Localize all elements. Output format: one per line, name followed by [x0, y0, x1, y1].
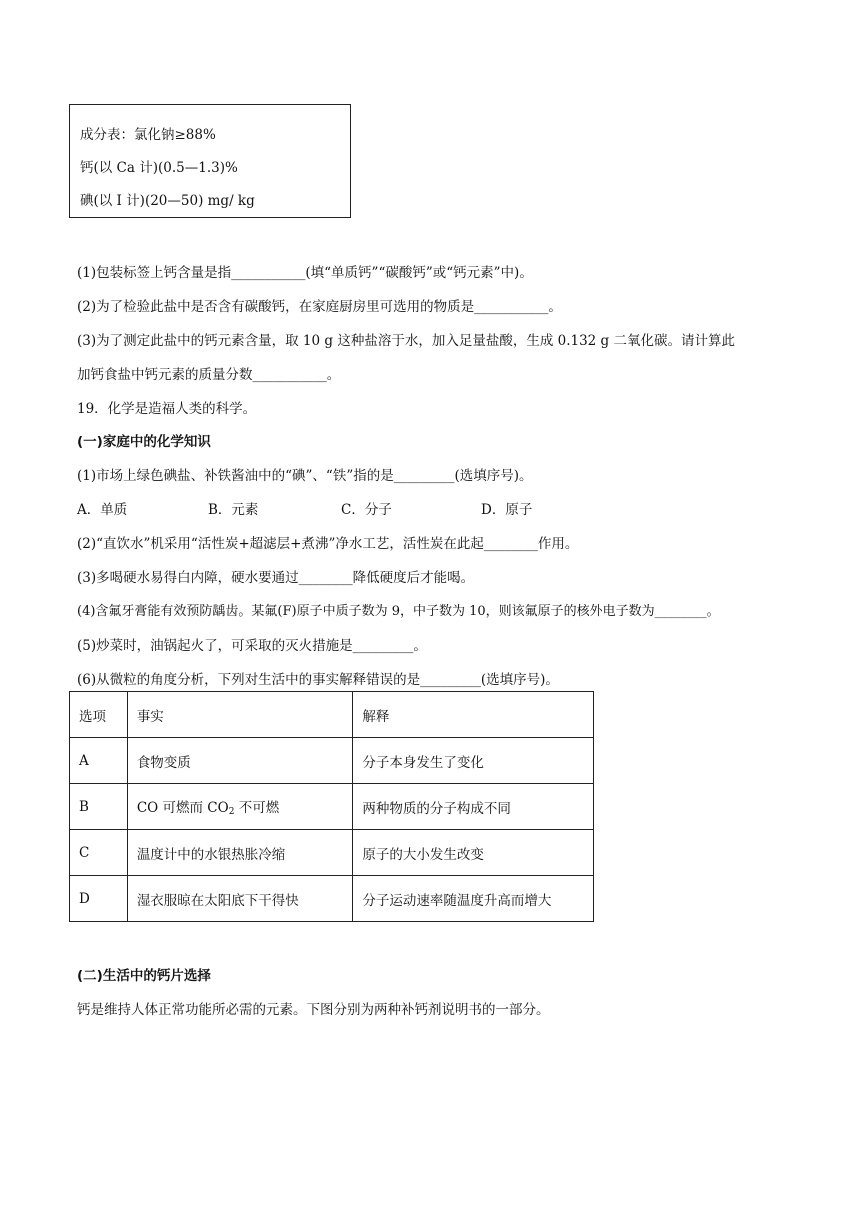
q19-part5: (5)炒菜时，油锅起火了，可采取的灭火措施是_________。	[77, 638, 427, 654]
fact-text-pre: CO 可燃而 CO	[136, 800, 229, 816]
table-header-explanation: 解释	[353, 692, 594, 738]
table-row	[70, 830, 594, 876]
table-row	[70, 876, 594, 922]
q19-part4: (4)含氟牙膏能有效预防龋齿。某氟(F)原子中质子数为 9，中子数为 10，则该氟原子的核外电子数为________。	[77, 604, 720, 619]
option-a: A．单质	[77, 502, 128, 518]
label-line-iodine: 碘(以 I 计)(20—50) mg/ kg	[80, 193, 255, 209]
table-cell-fact: 湿衣服晾在太阳底下干得快	[127, 876, 353, 922]
table-cell-fact: 温度计中的水银热胀冷缩	[127, 830, 353, 876]
q18-part3-line1: (3)为了测定此盐中的钙元素含量，取 10 g 这种盐溶于水，加入足量盐酸，生成 0.132 g 二氧化碳。请计算此	[77, 333, 735, 349]
fact-text-post: 不可燃	[234, 800, 280, 816]
q19-part1: (1)市场上绿色碘盐、补铁酱油中的“碘”、“铁”指的是_________(选填序号)。	[77, 468, 533, 484]
q18-part3-line2: 加钙食盐中钙元素的质量分数___________。	[77, 367, 341, 383]
q18-part1: (1)包装标签上钙含量是指___________(填“单质钙”“碳酸钙”或“钙元素”中)。	[77, 265, 533, 281]
q19-part2: (2)“直饮水”机采用“活性炭+超滤层+煮沸”净水工艺，活性炭在此起________作用。	[77, 536, 579, 552]
table-header-fact: 事实	[127, 692, 353, 738]
table-header-row	[70, 692, 594, 738]
q19-part6: (6)从微粒的角度分析，下列对生活中的事实解释错误的是_________(选填序号)。	[77, 672, 559, 688]
table-cell-fact: 食物变质	[127, 738, 353, 784]
ingredient-label-box	[69, 104, 351, 218]
option-b: B．元素	[208, 502, 259, 518]
option-c: C．分子	[341, 502, 392, 518]
table-cell-fact	[127, 784, 353, 830]
table-row	[70, 738, 594, 784]
table-cell-option: D	[70, 876, 128, 922]
table-cell-option: A	[70, 738, 128, 784]
q19-title: 19．化学是造福人类的科学。	[77, 401, 257, 417]
closing-paragraph: 钙是维持人体正常功能所必需的元素。下图分别为两种补钙剂说明书的一部分。	[77, 1002, 550, 1018]
section-heading-calcium-tablets: (二)生活中的钙片选择	[77, 968, 211, 984]
table-cell-explanation: 分子运动速率随温度升高而增大	[353, 876, 594, 922]
option-d: D．原子	[481, 502, 533, 518]
table-header-option: 选项	[70, 692, 128, 738]
label-line-calcium: 钙(以 Ca 计)(0.5—1.3)%	[80, 160, 238, 176]
table-row	[70, 784, 594, 830]
q19-part3: (3)多喝硬水易得白内障，硬水要通过________降低硬度后才能喝。	[77, 570, 475, 586]
fact-subscript: 2	[228, 807, 235, 817]
q18-part2: (2)为了检验此盐中是否含有碳酸钙，在家庭厨房里可选用的物质是___________。	[77, 299, 562, 315]
section-heading-home-chemistry: (一)家庭中的化学知识	[77, 434, 211, 450]
particle-explanation-table	[69, 691, 594, 922]
label-line-ingredients: 成分表：氯化钠≥88%	[80, 127, 216, 143]
table-cell-explanation: 两种物质的分子构成不同	[353, 784, 594, 830]
table-cell-option: C	[70, 830, 128, 876]
table-cell-explanation: 分子本身发生了变化	[353, 738, 594, 784]
table-cell-explanation: 原子的大小发生改变	[353, 830, 594, 876]
table-cell-option: B	[70, 784, 128, 830]
